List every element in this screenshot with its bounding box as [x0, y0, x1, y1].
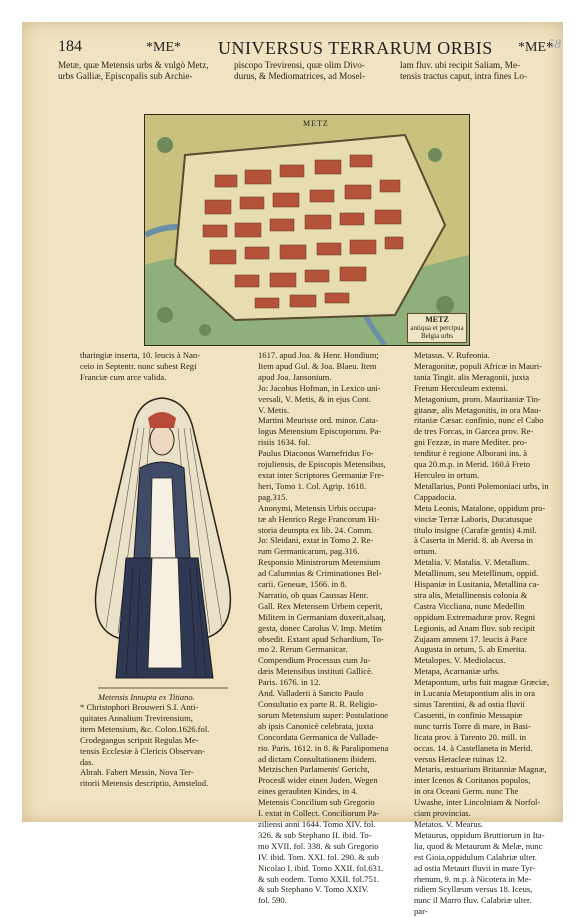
- text-line: das.: [80, 756, 94, 767]
- text-line: Nicolao I. ibid. Tomo XXII. fol.631.: [258, 862, 384, 873]
- column-1-bottom: [80, 702, 230, 789]
- figure-caption: Metensis Innupta ex Titiano.: [98, 692, 195, 702]
- text-line: apud Joa. Jansonium.: [258, 371, 332, 382]
- intro-line: Metæ, quæ Metensis urbs & vulgò Metz,: [58, 60, 209, 70]
- header-marker-left: *ME*: [146, 40, 181, 55]
- text-line: tania Tingit. alis Meragonii, juxta: [414, 371, 530, 382]
- page-header: [58, 38, 558, 58]
- text-line: mo XVII. fol. 338. & sub Gregorio: [258, 840, 379, 851]
- book-page: [22, 22, 563, 917]
- text-line: pag.315.: [258, 491, 288, 502]
- text-line: ad dictam Consultationem ibidem.: [258, 753, 377, 764]
- text-line: ritorii Metensis descriptio, Amstelod.: [80, 778, 209, 789]
- text-line: Legionis, ad Anam fluv. sub recipit: [414, 622, 535, 633]
- text-line: sinus Tarentini, & ad ostia fluvii: [414, 699, 525, 709]
- text-line: versus Heracleæ ruinas 12.: [414, 753, 507, 764]
- text-line: 1617. apud Joa. & Henr. Hondium;: [258, 350, 379, 360]
- text-line: * Christophori Brouweri S.I. Anti-: [80, 702, 199, 712]
- text-line: qua 20.m.p. in Merid. 160.à Freto: [414, 459, 530, 470]
- text-line: versali, V. Metis, & in ejus Cont.: [258, 393, 371, 404]
- text-line: fol. 590.: [258, 895, 287, 906]
- text-line: tharingiæ inserta, 10. leucis à Nan-: [80, 350, 201, 360]
- intro-col-1: [58, 60, 218, 82]
- text-line: gesta, donec Carolus V. Imp. Metim: [258, 622, 382, 633]
- text-line: Paris. 1676. in 12.: [258, 677, 321, 688]
- corner-pencil-note: 58: [548, 36, 561, 51]
- intro-line: durus, & Mediomatrices, ad Mosel-: [234, 71, 366, 81]
- text-line: gni Fezzæ, in mare Mediter. pro-: [414, 437, 527, 448]
- text-line: de tres Forcas, in Garcea prov. Re-: [414, 426, 534, 437]
- text-line: obsedit. Extant apud Schardium, To-: [258, 633, 384, 644]
- text-line: Cappadocia.: [414, 491, 457, 502]
- text-line: lia, quod & Metaurum & Melæ, nunc: [414, 840, 543, 851]
- text-line: tensis Ecclesiæ à Clericis Observan-: [80, 745, 206, 756]
- text-line: & sub Stephano V. Tomo XXIV.: [258, 884, 369, 895]
- intro-col-2: [234, 60, 394, 82]
- text-line: carii. Geneuæ, 1566. in 8.: [258, 579, 347, 590]
- text-line: Narratio, ob quas Caussas Henr.: [258, 589, 369, 600]
- metz-city-map: [144, 114, 470, 346]
- text-line: ortum.: [414, 546, 437, 557]
- text-line: Crodegangus scripsit Regulas Me-: [80, 734, 199, 745]
- text-line: Castra Viccliana, nunc Medellin: [414, 600, 525, 611]
- text-line: Procesß wider einen Juden, Wegen: [258, 775, 378, 786]
- text-line: Metaurus, oppidum Bruttiorum in Ita-: [414, 829, 545, 840]
- text-line: nunc il Marro fluv. Calabriæ ulter.: [414, 895, 532, 906]
- text-line: par-: [414, 906, 428, 917]
- text-line: inter Icenos & Coritanos populos,: [414, 775, 531, 786]
- column-2: [258, 350, 408, 906]
- text-line: Metallinum, seu Metellinum, oppid.: [414, 568, 539, 579]
- text-line: Metalopes. V. Mediolacus.: [414, 655, 506, 666]
- page-title: UNIVERSUS TERRARUM ORBIS: [218, 38, 493, 58]
- text-line: ad ostia Metauri fluvii in mare Tyr-: [414, 862, 536, 873]
- column-3: [414, 350, 564, 917]
- text-line: ciam provincias.: [414, 808, 471, 819]
- text-line: Consultatio ex parte R. R. Religio-: [258, 699, 378, 709]
- text-line: 326. & sub Stephano II. ibid. To-: [258, 829, 372, 840]
- text-line: Herculeo in ortum.: [414, 469, 480, 480]
- text-line: Metaris, æstuarium Britanniæ Magnæ,: [414, 764, 547, 775]
- intro-line: urbs Galliæ, Episcopalis sub Archie-: [58, 71, 193, 81]
- intro-col-3: [400, 60, 560, 82]
- text-line: Concordata Germanica de Vallade-: [258, 731, 379, 742]
- text-line: rojuliensis, de Episcopis Metensibus,: [258, 459, 386, 470]
- text-line: heri, Tomo 1. Col. Agrip. 1618.: [258, 480, 367, 491]
- text-line: Metatos. V. Mearus.: [414, 818, 484, 829]
- text-line: Meragonitæ, populi Africæ in Mauri-: [414, 360, 543, 371]
- text-line: Metzischen Parlaments' Gericht,: [258, 764, 370, 775]
- text-line: titulo insigne (Carafæ gentis) 4.mil.: [414, 524, 537, 535]
- text-line: mo 2. Rerum Germanicar.: [258, 644, 348, 655]
- map-legend-cartouche: [407, 313, 467, 343]
- text-line: Item apud Gul. & Joa. Blaeu. Item: [258, 360, 377, 371]
- map-title: METZ: [303, 119, 329, 128]
- text-line: ceio in Septentr. nunc subest Regi: [80, 360, 197, 371]
- text-line: Meta Leonis, Matalone, oppidum pro-: [414, 502, 546, 513]
- text-line: licata prov. à Tarento 20. mill. in: [414, 731, 527, 742]
- text-line: Compendium Processus cum Ju-: [258, 655, 371, 666]
- text-line: ziliensi anni 1644. Tomo XIV. fol.: [258, 818, 376, 829]
- text-line: gitanæ, alis Metagonitis, in ora Mau-: [414, 404, 542, 415]
- text-line: Casuenti, in confinio Messapiæ: [414, 709, 523, 720]
- text-line: rhenum, 9. m.p. à Nicotera in Me-: [414, 873, 532, 884]
- map-legend-title: METZ: [425, 315, 449, 324]
- text-line: storia deumpta ex lib. 24. Comm.: [258, 524, 374, 535]
- text-line: I. extat in Collect. Conciliorum Pa-: [258, 808, 380, 819]
- text-line: Martini Meurisse ord. minor. Cata-: [258, 415, 379, 426]
- text-line: Abrah. Fabert Messin, Nova Ter-: [80, 767, 194, 778]
- text-line: Metagonium, prom. Mauritaniæ Tin-: [414, 393, 541, 404]
- text-line: Metasus. V. Rufeonia.: [414, 350, 490, 360]
- intro-line: tensis tractus caput, intra fines Lo-: [400, 71, 528, 81]
- text-line: dæis Metensibus instituti Gallicè.: [258, 666, 374, 677]
- text-line: ritaniæ Cæsar. confinio, nunc el Cabo: [414, 415, 544, 426]
- text-line: Anonymi, Metensis Urbis occupa-: [258, 502, 377, 513]
- text-line: Militem in Germaniam duxerit,alsaq,: [258, 611, 386, 622]
- text-line: occas. 14. à Castellaneta in Merid.: [414, 742, 533, 753]
- text-line: & sub eodem. Tomo XXII. fol.751.: [258, 873, 380, 884]
- text-line: tenditur è regione Alborani ins. à: [414, 448, 528, 459]
- text-line: à Caserta in Merid. 8. ab Aversa in: [414, 535, 533, 546]
- text-line: Franciæ cum arce valida.: [80, 371, 167, 382]
- text-line: IV. ibid. Tom. XXI. fol. 290. & sub: [258, 851, 380, 862]
- text-line: ad Calumnias & Criminationes Bel-: [258, 568, 382, 579]
- page-number: 184: [58, 38, 82, 55]
- text-line: rio. Paris. 1612. in 8. & Paralipomena: [258, 742, 389, 753]
- text-line: nunc turris Torre di mare, in Basi-: [414, 720, 531, 731]
- text-line: est Gioia,oppidulum Calabriæ ulter.: [414, 851, 537, 862]
- text-line: Metallarius, Ponti Polemoniaci urbs, in: [414, 480, 549, 491]
- text-line: Jo: Sleidani, extat in Tomo 2. Re-: [258, 535, 374, 546]
- figure-drawing: [78, 388, 246, 696]
- map-legend-line: Belgia urbs: [420, 332, 454, 340]
- text-line: stra alis, Metallinensis colonia &: [414, 589, 528, 600]
- text-line: oppidum Extremaduræ prov. Regni: [414, 611, 536, 622]
- text-line: Metensis Concilium sub Gregorio: [258, 797, 375, 808]
- header-marker-right: *ME*: [518, 40, 553, 55]
- text-line: Uwashe, inter Lincolniam & Norfol-: [414, 797, 541, 808]
- text-line: And. Valladerii à Sancto Paulo: [258, 688, 364, 699]
- text-line: Hispaniæ in Lusitania, Metallina ca-: [414, 579, 540, 590]
- text-line: in Lucania Metapontium alis in ora: [414, 688, 535, 699]
- text-line: logus Metensium Episcoporum. Pa-: [258, 426, 382, 437]
- text-line: Metapontum, urbs fuit magnæ Græciæ,: [414, 677, 550, 688]
- text-line: Responsio Ministrorum Metensium: [258, 557, 381, 568]
- text-line: ab ipsis Canonicè celebrata, juxta: [258, 720, 374, 731]
- woman-costume-illustration: [78, 388, 246, 696]
- map-legend-line: antiqua et percipua: [410, 324, 464, 332]
- text-line: risiis 1634. fol.: [258, 437, 311, 448]
- text-line: Jo: Jacobus Hofman, in Lexico uni-: [258, 382, 381, 393]
- column-1-top: [80, 350, 230, 383]
- text-line: quitates Annalium Trevirensium,: [80, 712, 193, 723]
- text-line: Metapa, Acarnaniæ urbs.: [414, 666, 500, 677]
- text-line: Paulus Diaconus Warnefridus Fo-: [258, 448, 374, 459]
- text-line: ridiem Scyllæum versus 18. Iceus,: [414, 884, 533, 895]
- text-line: rum Germanicarum, pag.316.: [258, 546, 360, 557]
- text-line: tæ ab Henrico Rege Francorum Hi-: [258, 513, 380, 524]
- text-line: item Metensium, &c. Colon.1626.fol.: [80, 723, 210, 734]
- text-line: Metalia. V. Matalia. V. Metallum.: [414, 557, 530, 568]
- text-line: V. Metis.: [258, 404, 290, 415]
- text-line: in ora Oceani Germ. nunc The: [414, 786, 519, 797]
- text-line: vinciæ Terræ Laboris, Ducatusque: [414, 513, 533, 524]
- text-line: Zujaam amnem 17. leucis à Pace: [414, 633, 528, 644]
- text-line: eines geraubten Kindes, in 4.: [258, 786, 358, 797]
- intro-line: piscopo Trevirensi, quæ olim Divo-: [234, 60, 365, 70]
- text-line: Fretum Herculeum extensi.: [414, 382, 508, 393]
- text-line: Gall. Rex Metensem Urbem ceperit,: [258, 600, 383, 611]
- text-line: extat inter Scriptores Germaniæ Fre-: [258, 469, 385, 480]
- text-line: sorum Metensium super: Postulatione: [258, 709, 389, 720]
- text-line: Augusta in ortum, 5. ab Emerita.: [414, 644, 527, 655]
- intro-line: lam fluv. ubi recipit Saliam, Me-: [400, 60, 521, 70]
- map-illustration: [145, 115, 469, 345]
